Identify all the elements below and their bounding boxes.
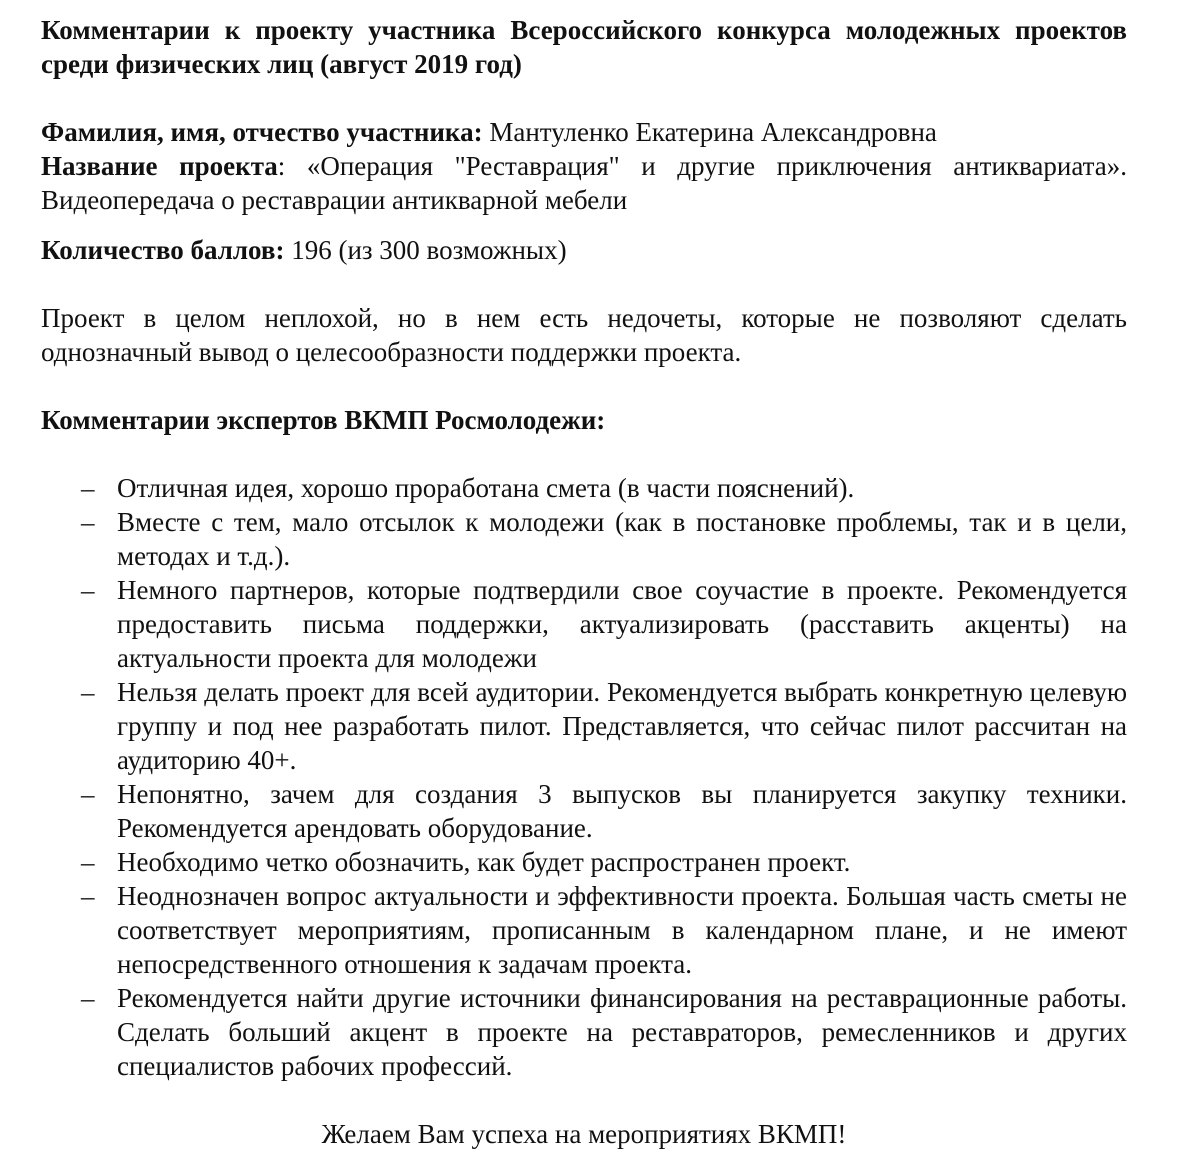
score-value: 196 (из 300 возможных)	[291, 235, 567, 265]
comment-text: Рекомендуется найти другие источники финансирования на реставрационные работы. Сделать больший акцент в проекте на реставраторов, ремесленников и других специалистов рабочих профессий.	[117, 983, 1127, 1081]
comment-text: Отличная идея, хорошо проработана смета (в части пояснений).	[117, 473, 855, 503]
participant-field: Фамилия, имя, отчество участника: Мантуленко Екатерина Александровна	[41, 117, 937, 147]
comment-item	[41, 879, 1127, 981]
project-value: «Операция "Реставрация" и другие приключения антиквариата». Видеопередача о реставрации антикварной мебели	[41, 151, 1127, 215]
comment-item	[41, 845, 1127, 879]
score-label: Количество баллов:	[41, 235, 285, 265]
comment-item	[41, 981, 1127, 1083]
comment-item	[41, 471, 1127, 505]
comment-text: Непонятно, зачем для создания 3 выпусков вы планируется закупку техники. Рекомендуется арендовать оборудование.	[117, 779, 1127, 843]
project-label: Название проекта	[41, 151, 278, 181]
bullet-dash: –	[81, 779, 95, 809]
bullet-dash: –	[81, 881, 95, 911]
comment-text: Немного партнеров, которые подтвердили свое соучастие в проекте. Рекомендуется предоставить письма поддержки, актуализировать (расставить акценты) на актуальности проекта для молодежи	[117, 575, 1127, 673]
comment-text: Нельзя делать проект для всей аудитории. Рекомендуется выбрать конкретную целевую группу и под нее разработать пилот. Представляется, что сейчас пилот рассчитан на аудиторию 40+.	[117, 677, 1127, 775]
project-field: Название проекта: «Операция "Реставрация" и другие приключения антиквариата». Видеопередача о реставрации антикварной мебели	[41, 151, 1127, 215]
comments-heading: Комментарии экспертов ВКМП Росмолодежи:	[41, 405, 606, 435]
closing-line: Желаем Вам успеха на мероприятиях ВКМП!	[321, 1119, 847, 1149]
bullet-dash: –	[81, 677, 95, 707]
bullet-dash: –	[81, 473, 95, 503]
comment-text: Неоднозначен вопрос актуальности и эффективности проекта. Большая часть сметы не соответствует мероприятиям, прописанным в календарном плане, и не имеют непосредственного отношения к задачам проекта.	[117, 881, 1127, 979]
participant-info	[41, 115, 1127, 217]
comment-item	[41, 675, 1127, 777]
comment-text: Вместе с тем, мало отсылок к молодежи (как в постановке проблемы, так и в цели, методах и т.д.).	[117, 507, 1127, 571]
score-field	[41, 233, 1127, 267]
comment-item	[41, 777, 1127, 845]
comment-item	[41, 505, 1127, 573]
document-title: Комментарии к проекту участника Всероссийского конкурса молодежных проектов среди физических лиц (август 2019 год)	[41, 15, 1127, 79]
summary-paragraph: Проект в целом неплохой, но в нем есть недочеты, которые не позволяют сделать однозначный вывод о целесообразности поддержки проекта.	[41, 303, 1127, 367]
bullet-dash: –	[81, 847, 95, 877]
bullet-dash: –	[81, 575, 95, 605]
participant-label: Фамилия, имя, отчество участника	[41, 117, 474, 147]
bullet-dash: –	[81, 983, 95, 1013]
comment-text: Необходимо четко обозначить, как будет распространен проект.	[117, 847, 851, 877]
document-page	[41, 13, 1127, 1151]
bullet-dash: –	[81, 507, 95, 537]
comments-list	[41, 471, 1127, 1083]
comment-item	[41, 573, 1127, 675]
participant-value: Мантуленко Екатерина Александровна	[489, 117, 937, 147]
